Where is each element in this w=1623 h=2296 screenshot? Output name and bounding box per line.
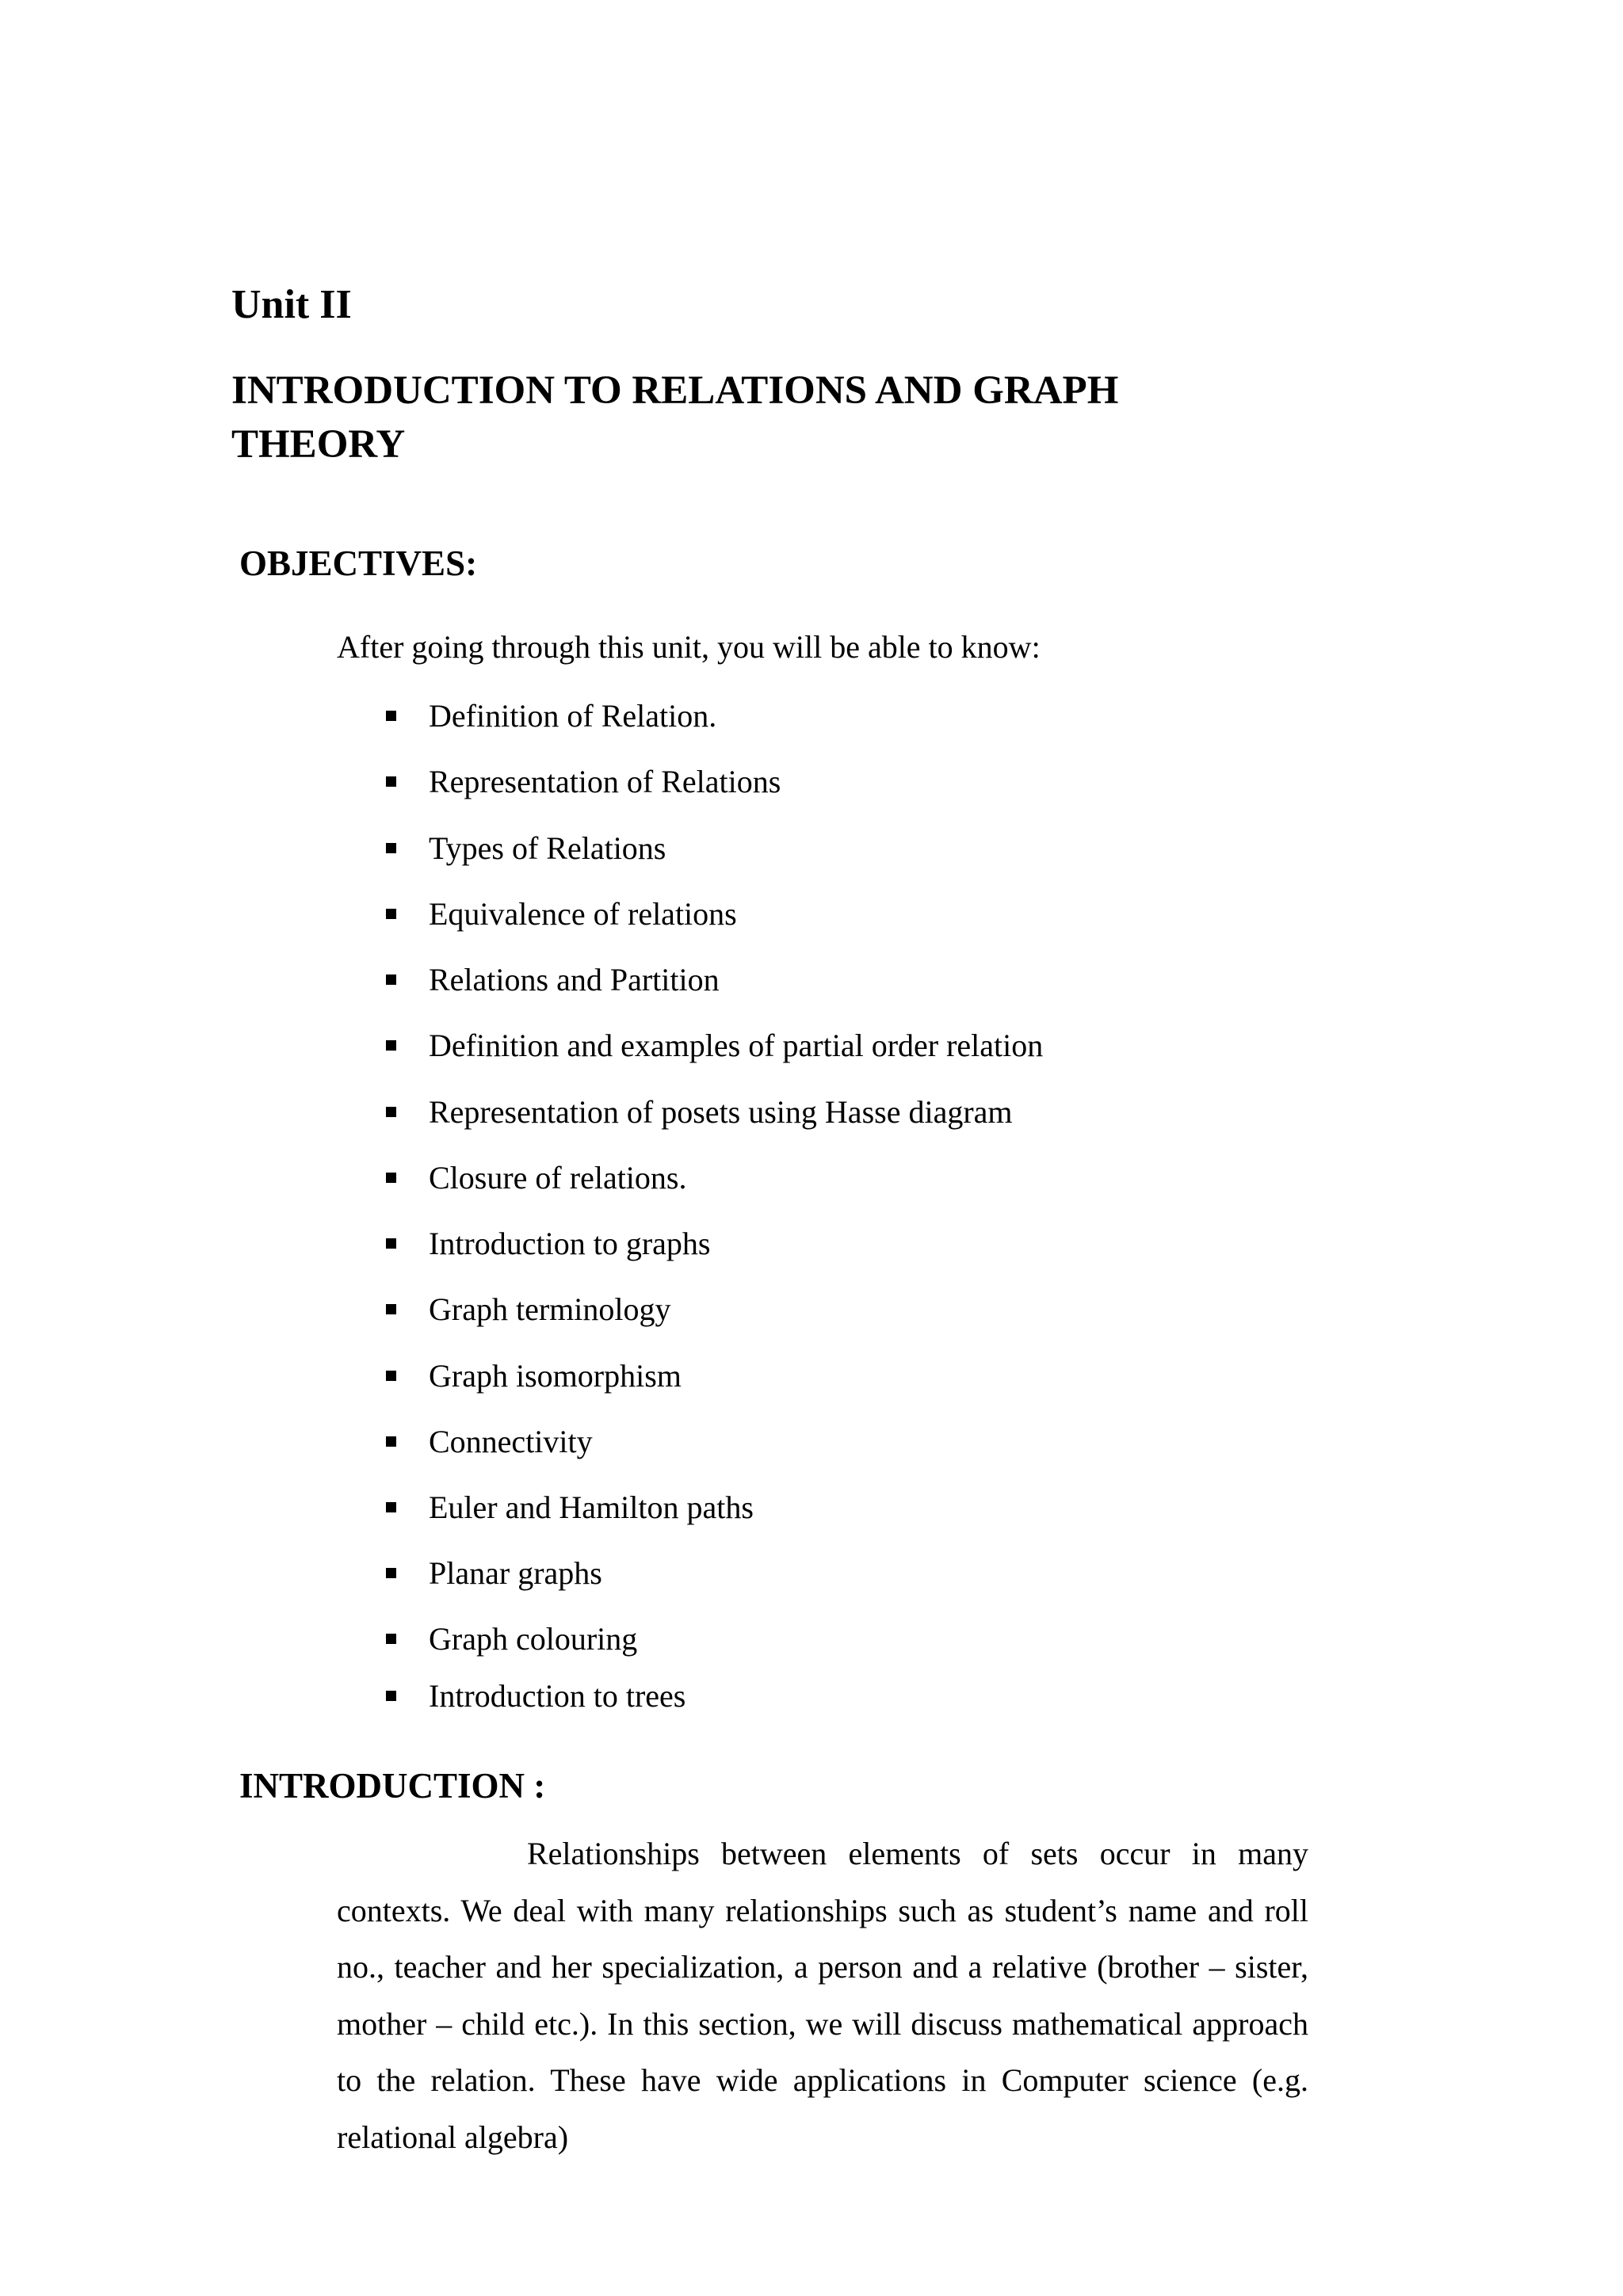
objective-item — [386, 1619, 637, 1658]
square-bullet-icon — [386, 776, 396, 787]
square-bullet-icon — [386, 1371, 396, 1381]
introduction-heading: INTRODUCTION : — [239, 1766, 546, 1806]
objective-item-text: Definition and examples of partial order relation — [429, 1027, 1044, 1063]
square-bullet-icon — [386, 1691, 396, 1701]
objective-item — [386, 959, 720, 999]
objective-item — [386, 1092, 1013, 1131]
square-bullet-icon — [386, 974, 396, 985]
objective-item-text: Representation of Relations — [429, 763, 781, 799]
objective-item-text: Graph terminology — [429, 1291, 671, 1327]
objective-item-text: Graph isomorphism — [429, 1357, 682, 1394]
objective-item — [386, 1223, 711, 1263]
objective-item-text: Types of Relations — [429, 830, 666, 866]
page-title: INTRODUCTION TO RELATIONS AND GRAPH THEORY — [231, 368, 1119, 467]
objective-item — [386, 1025, 1043, 1065]
objective-item-text: Introduction to trees — [429, 1677, 686, 1714]
objective-item-text: Relations and Partition — [429, 961, 720, 997]
objective-item-text: Graph colouring — [429, 1620, 638, 1657]
square-bullet-icon — [386, 1502, 396, 1512]
unit-label: Unit II — [231, 282, 352, 327]
objective-item-text: Equivalence of relations — [429, 895, 737, 932]
square-bullet-icon — [386, 1238, 396, 1249]
objective-item — [386, 1676, 685, 1715]
square-bullet-icon — [386, 1634, 396, 1644]
objective-item-text: Representation of posets using Hasse diagram — [429, 1093, 1013, 1130]
objective-item-text: Planar graphs — [429, 1554, 602, 1591]
objective-item — [386, 1487, 754, 1527]
objective-item — [386, 1553, 602, 1592]
objective-item — [386, 761, 781, 801]
square-bullet-icon — [386, 1040, 396, 1051]
square-bullet-icon — [386, 1436, 396, 1447]
square-bullet-icon — [386, 909, 396, 919]
square-bullet-icon — [386, 711, 396, 721]
square-bullet-icon — [386, 1568, 396, 1578]
objective-item — [386, 696, 716, 735]
objective-item-text: Closure of relations. — [429, 1159, 687, 1196]
objective-item-text: Definition of Relation. — [429, 697, 717, 734]
introduction-paragraph: Relationships between elements of sets occur in many contexts. We deal with many relationships such as student’s name and roll no., teacher and her specialization, a person and a relative (brother – sister, mother – child etc.). In this section, we will discuss mathematical approach to the relation. These have wide applications in Computer science (e.g. relational algebra) — [337, 1836, 1308, 2155]
objective-item-text: Introduction to graphs — [429, 1225, 711, 1261]
square-bullet-icon — [386, 843, 396, 853]
objective-item — [386, 828, 666, 868]
objective-item — [386, 1158, 687, 1197]
objectives-heading: OBJECTIVES: — [239, 543, 478, 583]
objectives-intro: After going through this unit, you will be able to know: — [337, 629, 1041, 665]
objective-item — [386, 1289, 671, 1329]
square-bullet-icon — [386, 1173, 396, 1183]
square-bullet-icon — [386, 1304, 396, 1314]
objective-item-text: Euler and Hamilton paths — [429, 1489, 754, 1525]
objective-item — [386, 1421, 593, 1461]
objective-item — [386, 894, 737, 933]
square-bullet-icon — [386, 1107, 396, 1117]
objective-item — [386, 1356, 682, 1395]
objective-item-text: Connectivity — [429, 1423, 593, 1459]
